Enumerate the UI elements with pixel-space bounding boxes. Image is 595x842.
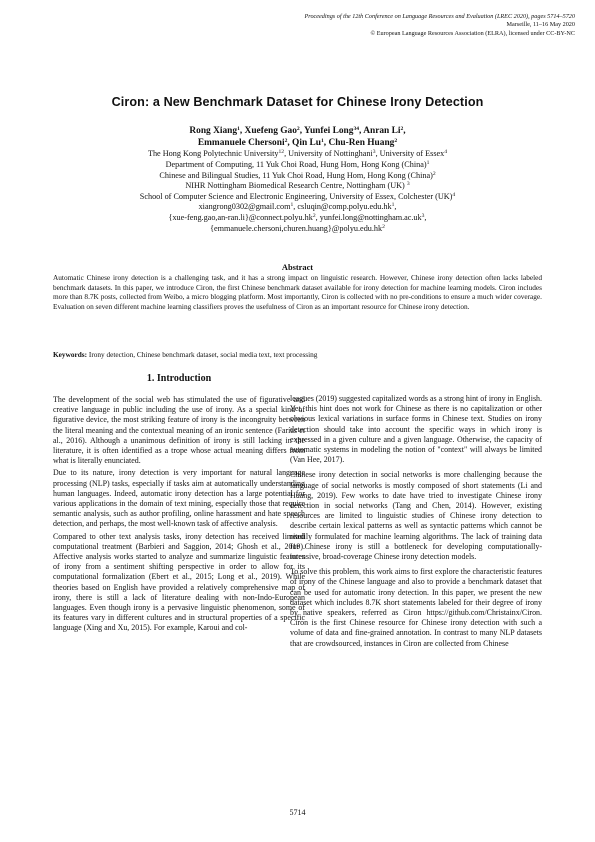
keywords: [53, 350, 542, 360]
abstract-heading: Abstract: [281, 263, 314, 272]
paragraph: To solve this problem, this work aims to first explore the characteristic features of irony of the Chinese language and also to provide a benchmark dataset that can be used for automatic irony detection. In this paper, we present the new dataset which includes 8.7K short statements labeled for their degree of irony by native speakers, referred as Ciron https://github.com/Christainx/Ciron. Ciron is the first Chinese resource for Chinese irony detection with such a volume of data and fine-grained annotation. In contrast to many NLP datasets that are crowdsourced, instances in Ciron are collected from Chinese: [290, 567, 542, 648]
proceedings-location: Marseille, 11–16 May 2020: [506, 21, 575, 29]
author-name: Qin Lu: [292, 138, 321, 149]
proceedings-line: Proceedings of the 12th Conference on Language Resources and Evaluation (LREC 2020), pages 5714–5720: [304, 13, 575, 20]
paper-title: Ciron: a New Benchmark Dataset for Chinese Irony Detection: [111, 95, 484, 109]
author-names-line-2: Emmanuele Chersoni$^2$, Qin Lu$^1$, Chu-Ren Huang$^2$: [197, 138, 398, 149]
author-affil-mark: 34: [353, 126, 360, 132]
paragraph: Due to its nature, irony detection is very important for natural language processing (NLP) tasks, especially if tasks aim at automatically understanding human languages. Indeed, automatic irony detection has a large potential for various applications in the domain of text mining, especially those that require semantic analysis, such as author profiling, online harassment and hate speech detection, and perhaps, the most well-known task of affective analysis.: [53, 468, 305, 529]
page-number: 5714: [289, 808, 306, 817]
author-affil-mark: 2: [394, 138, 398, 145]
paragraph: The development of the social web has stimulated the use of figurative and creative language in public including the use of irony. As a special kind of figurative device, the most striking feature of irony is the incongruity between the literal meaning and the contextual meaning of an ironic sentence (Farías et al., 2016). Although a unanimous definition of irony is still lacking in the literature, it is often identified as a trope whose actual meaning differs from what is literally enunciated.: [53, 395, 305, 466]
email-line[interactable]: $\{xue-feng.gao,an-ran.li\}@connect.polyu.hk^2$, $yunfei.long@nottingham.ac.uk^3$,: [168, 212, 427, 222]
author-affil-mark: 2: [284, 138, 288, 145]
author-name: Emmanuele Chersoni: [197, 138, 285, 149]
author-name: Yunfei Long: [304, 126, 354, 136]
email-line[interactable]: xiangrong0302@gmail.com$^1$, $csluqin@comp.polyu.edu.hk^1$,: [198, 202, 397, 212]
author-affil-mark: 2: [296, 126, 300, 132]
paragraph: leagues (2019) suggested capitalized words as a strong hint of irony in English. Yet, this hint does not work for Chinese as there is no capitalization or other obvious lexical variations in surface forms in Chinese text. Studies on irony detection should take into account the specific ways in which irony is expressed in a given culture and a given language. Otherwise, the capacity of automatic systems in modeling the notion of "context" will always be limited (Van Hee, 2017).: [290, 394, 542, 465]
left-column: [53, 374, 305, 636]
right-column: [290, 394, 542, 654]
affiliation-line: The Hong Kong Polytechnic University$^{12}$, University of Nottinghani$^3$, University of Essex$^4$: [147, 149, 448, 159]
abstract-text: Automatic Chinese irony detection is a challenging task, and it has a strong impact on linguistic research. However, Chinese irony detection often lacks labeled benchmark datasets. In this paper, we introduce Ciron, the first Chinese benchmark dataset available for irony detection for machine learning models. Ciron includes more than 8.7K posts, collected from Weibo, a micro blogging platform. Most importantly, Ciron is collected with no pre-conditions to ensure a much wider coverage. Evaluation on seven different machine learning classifiers proves the usefulness of Ciron as an important resource for Chinese irony detection.: [53, 273, 542, 311]
proceedings-header: [275, 13, 575, 38]
author-affil-mark: 2: [400, 126, 404, 132]
keywords-text: Irony detection, Chinese benchmark dataset, social media text, text processing: [87, 350, 318, 359]
paragraph: Compared to other text analysis tasks, irony detection has received limited computational treatment (Barbieri and Saggion, 2014; Ghosh et al., 2019). Affective analysis works started to analyze and summarize linguistic features of irony from a sentiment shifting perspective in order to allow for its computational formalization (Ebert et al., 2015; Long et al., 2019). While theories based on English have provided a relatively comprehensive map of irony, there is still a lack of literature dealing with non-Indo-European languages. Even though irony is a pervasive linguistic phenomenon, some of its features vary in different cultures and in structural properties of a specific language (Xing and Xu, 2015). For example, Karoui and col-: [53, 531, 305, 633]
keywords-label: Keywords:: [53, 350, 88, 359]
affiliation-line: Department of Computing, 11 Yuk Choi Road, Hung Hom, Hong Kong (China)$^1$: [165, 160, 430, 169]
affiliation-line: Chinese and Bilingual Studies, 11 Yuk Choi Road, Hung Hom, Hong Kong (China)$^2$: [159, 170, 436, 180]
author-names-line-1: Rong Xiang$^1$, Xuefeng Gao$^2$, Yunfei Long$^{34}$, Anran Li$^2$,: [189, 126, 406, 136]
author-name: Chu-Ren Huang: [328, 138, 395, 149]
email-line[interactable]: $\{emmanuele.chersoni,churen.huang\}@polyu.edu.hk^2$: [210, 223, 385, 233]
author-affil-mark: 1: [320, 138, 324, 145]
author-affil-mark: 1: [237, 126, 240, 132]
author-name: Xuefeng Gao: [244, 126, 297, 136]
section-heading: 1. Introduction: [146, 373, 212, 384]
paragraph: Chinese irony detection in social networks is more challenging because the language of social networks is mostly composed of short statements (Li and Huang, 2019). Few works to date have tried to investigate Chinese irony detection in social networks (Tang and Chen, 2014). However, existing resources are limited to linguistic studies of Chinese irony detection to describe certain lexical patterns as well as syntactic patterns which cannot be readily formulated for machine learning algorithms. The lack of training data for Chinese irony is still a bottleneck for developing computationally-intensive, broad-coverage Chinese irony detection models.: [290, 470, 542, 562]
proceedings-license: © European Language Resources Association (ELRA), licensed under CC-BY-NC: [370, 29, 575, 37]
affiliation-line: NIHR Nottingham Biomedical Research Centre, Nottingham (UK) $^3$: [185, 181, 410, 191]
author-name: Anran Li: [363, 126, 401, 136]
author-block: [0, 125, 595, 234]
affiliation-line: School of Computer Science and Electronic Engineering, University of Essex, Colchester (UK)$^4$: [139, 191, 456, 201]
author-name: Rong Xiang: [189, 126, 238, 136]
